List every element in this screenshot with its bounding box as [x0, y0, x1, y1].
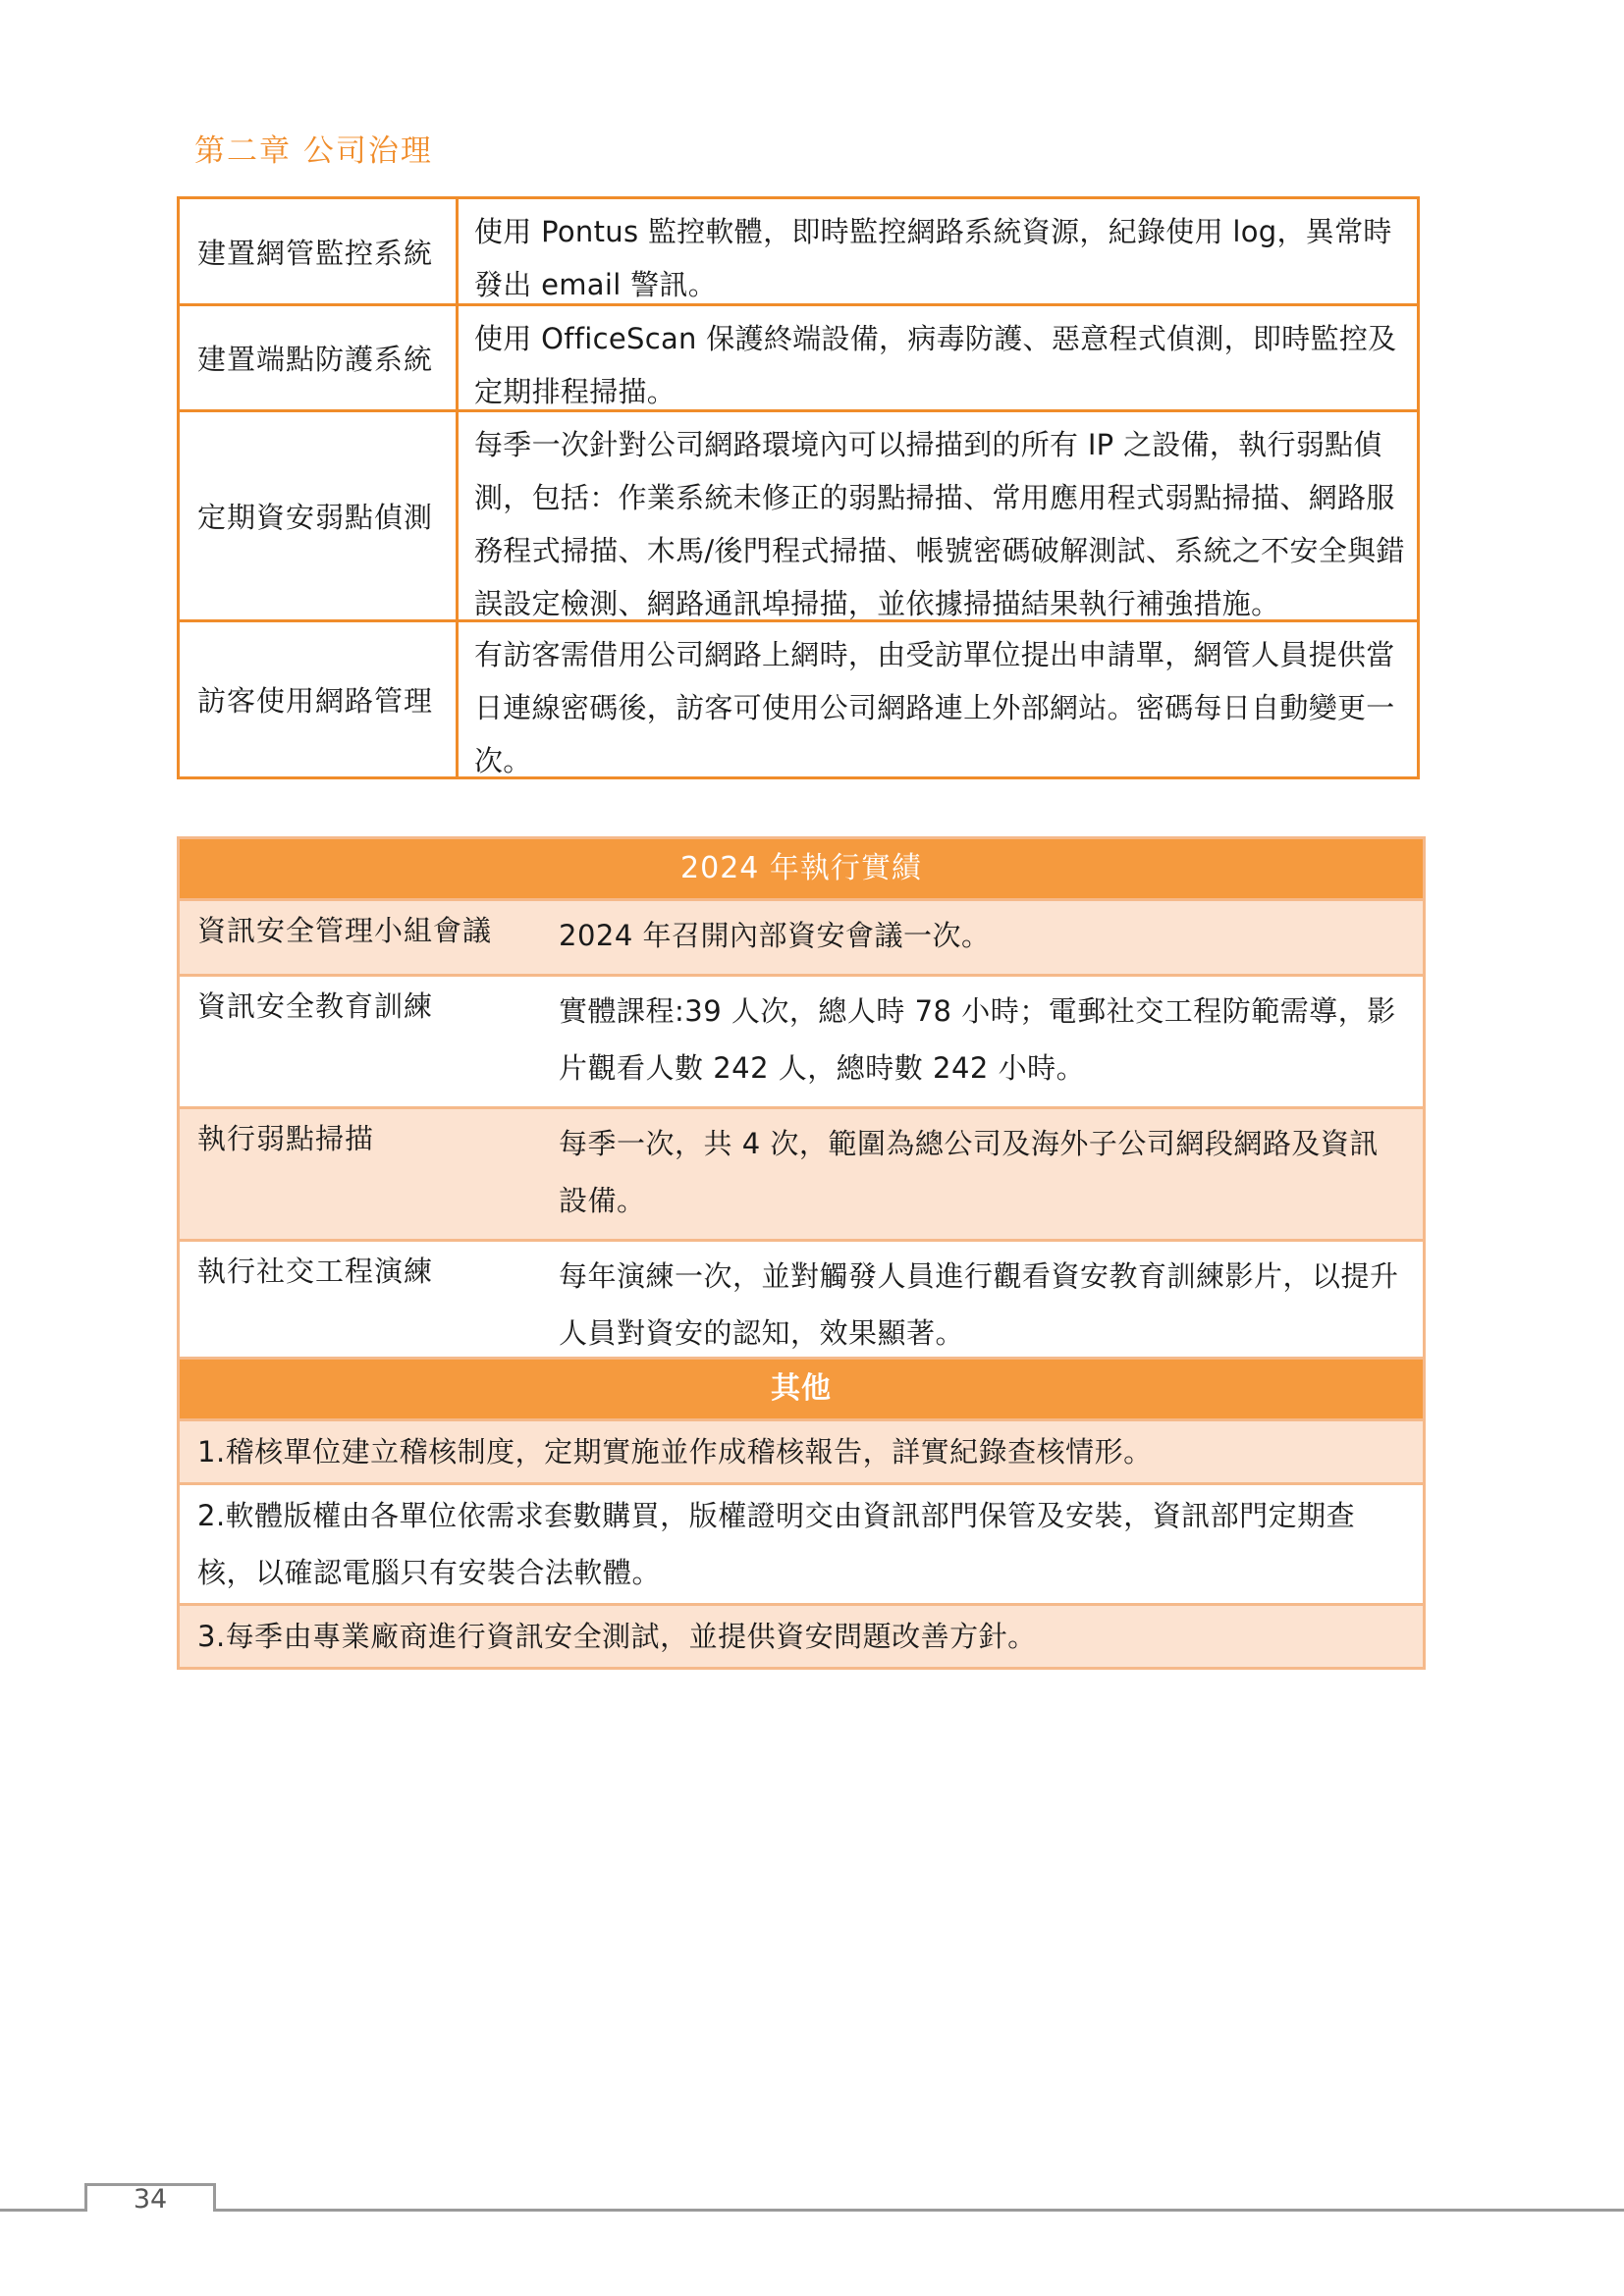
chapter-title: 第二章 公司治理 — [194, 133, 433, 169]
table-row — [180, 1106, 1423, 1239]
page-number: 34 — [133, 2184, 168, 2215]
measure-label: 定期資安弱點偵測 — [180, 412, 459, 619]
table-row — [180, 303, 1417, 409]
performance-table — [177, 836, 1426, 1374]
measure-label: 訪客使用網路管理 — [180, 622, 459, 776]
measure-description: 每季一次針對公司網路環境內可以掃描到的所有 IP 之設備，執行弱點偵測，包括：作業系統未修正的弱點掃描、常用應用程式弱點掃描、網路服務程式掃描、木馬/後門程式掃描、帳號密碼破解測試、系統之不安全與錯誤設定檢測、網路通訊埠掃描，並依據掃描結果執行補強措施。 — [474, 428, 1405, 620]
table-row — [180, 199, 1417, 303]
table-row — [180, 974, 1423, 1106]
measure-label: 建置端點防護系統 — [180, 306, 459, 409]
table-row — [180, 619, 1417, 776]
others-table — [177, 1357, 1426, 1670]
footer-rule — [0, 2209, 1624, 2212]
performance-label: 執行弱點掃描 — [197, 1122, 375, 1155]
security-measures-table — [177, 196, 1420, 779]
list-item: 2.軟體版權由各單位依需求套數購買，版權證明交由資訊部門保管及安裝，資訊部門定期查核，以確認電腦只有安裝合法軟體。 — [180, 1482, 1423, 1603]
table-row — [180, 409, 1417, 619]
performance-value: 每年演練一次，並對觸發人員進行觀看資安教育訓練影片，以提升人員對資安的認知，效果顯著。 — [559, 1259, 1399, 1350]
performance-value: 實體課程:39 人次，總人時 78 小時；電郵社交工程防範需導，影片觀看人數 242 人，總時數 242 小時。 — [559, 994, 1396, 1085]
table-row — [180, 1239, 1423, 1371]
measure-description: 有訪客需借用公司網路上網時，由受訪單位提出申請單，網管人員提供當日連線密碼後，訪客可使用公司網路連上外部網站。密碼每日自動變更一次。 — [474, 638, 1395, 777]
performance-value: 2024 年召開內部資安會議一次。 — [559, 919, 991, 952]
performance-value: 每季一次，共 4 次，範圍為總公司及海外子公司網段網路及資訊設備。 — [559, 1127, 1379, 1217]
performance-label: 資訊安全教育訓練 — [197, 989, 434, 1023]
measure-description: 使用 Pontus 監控軟體，即時監控網路系統資源，紀錄使用 log，異常時發出 email 警訊。 — [474, 215, 1392, 301]
performance-table-title: 2024 年執行實績 — [180, 839, 1423, 898]
list-item: 3.每季由專業廠商進行資訊安全測試，並提供資安問題改善方針。 — [180, 1603, 1423, 1667]
table-row — [180, 898, 1423, 974]
performance-label: 執行社交工程演練 — [197, 1255, 434, 1288]
performance-label: 資訊安全管理小組會議 — [197, 914, 493, 947]
list-item: 1.稽核單位建立稽核制度，定期實施並作成稽核報告，詳實紀錄查核情形。 — [180, 1418, 1423, 1482]
others-table-title: 其他 — [180, 1360, 1423, 1418]
measure-label: 建置網管監控系統 — [180, 199, 459, 303]
measure-description: 使用 OfficeScan 保護終端設備，病毒防護、惡意程式偵測，即時監控及定期排程掃描。 — [474, 322, 1397, 408]
